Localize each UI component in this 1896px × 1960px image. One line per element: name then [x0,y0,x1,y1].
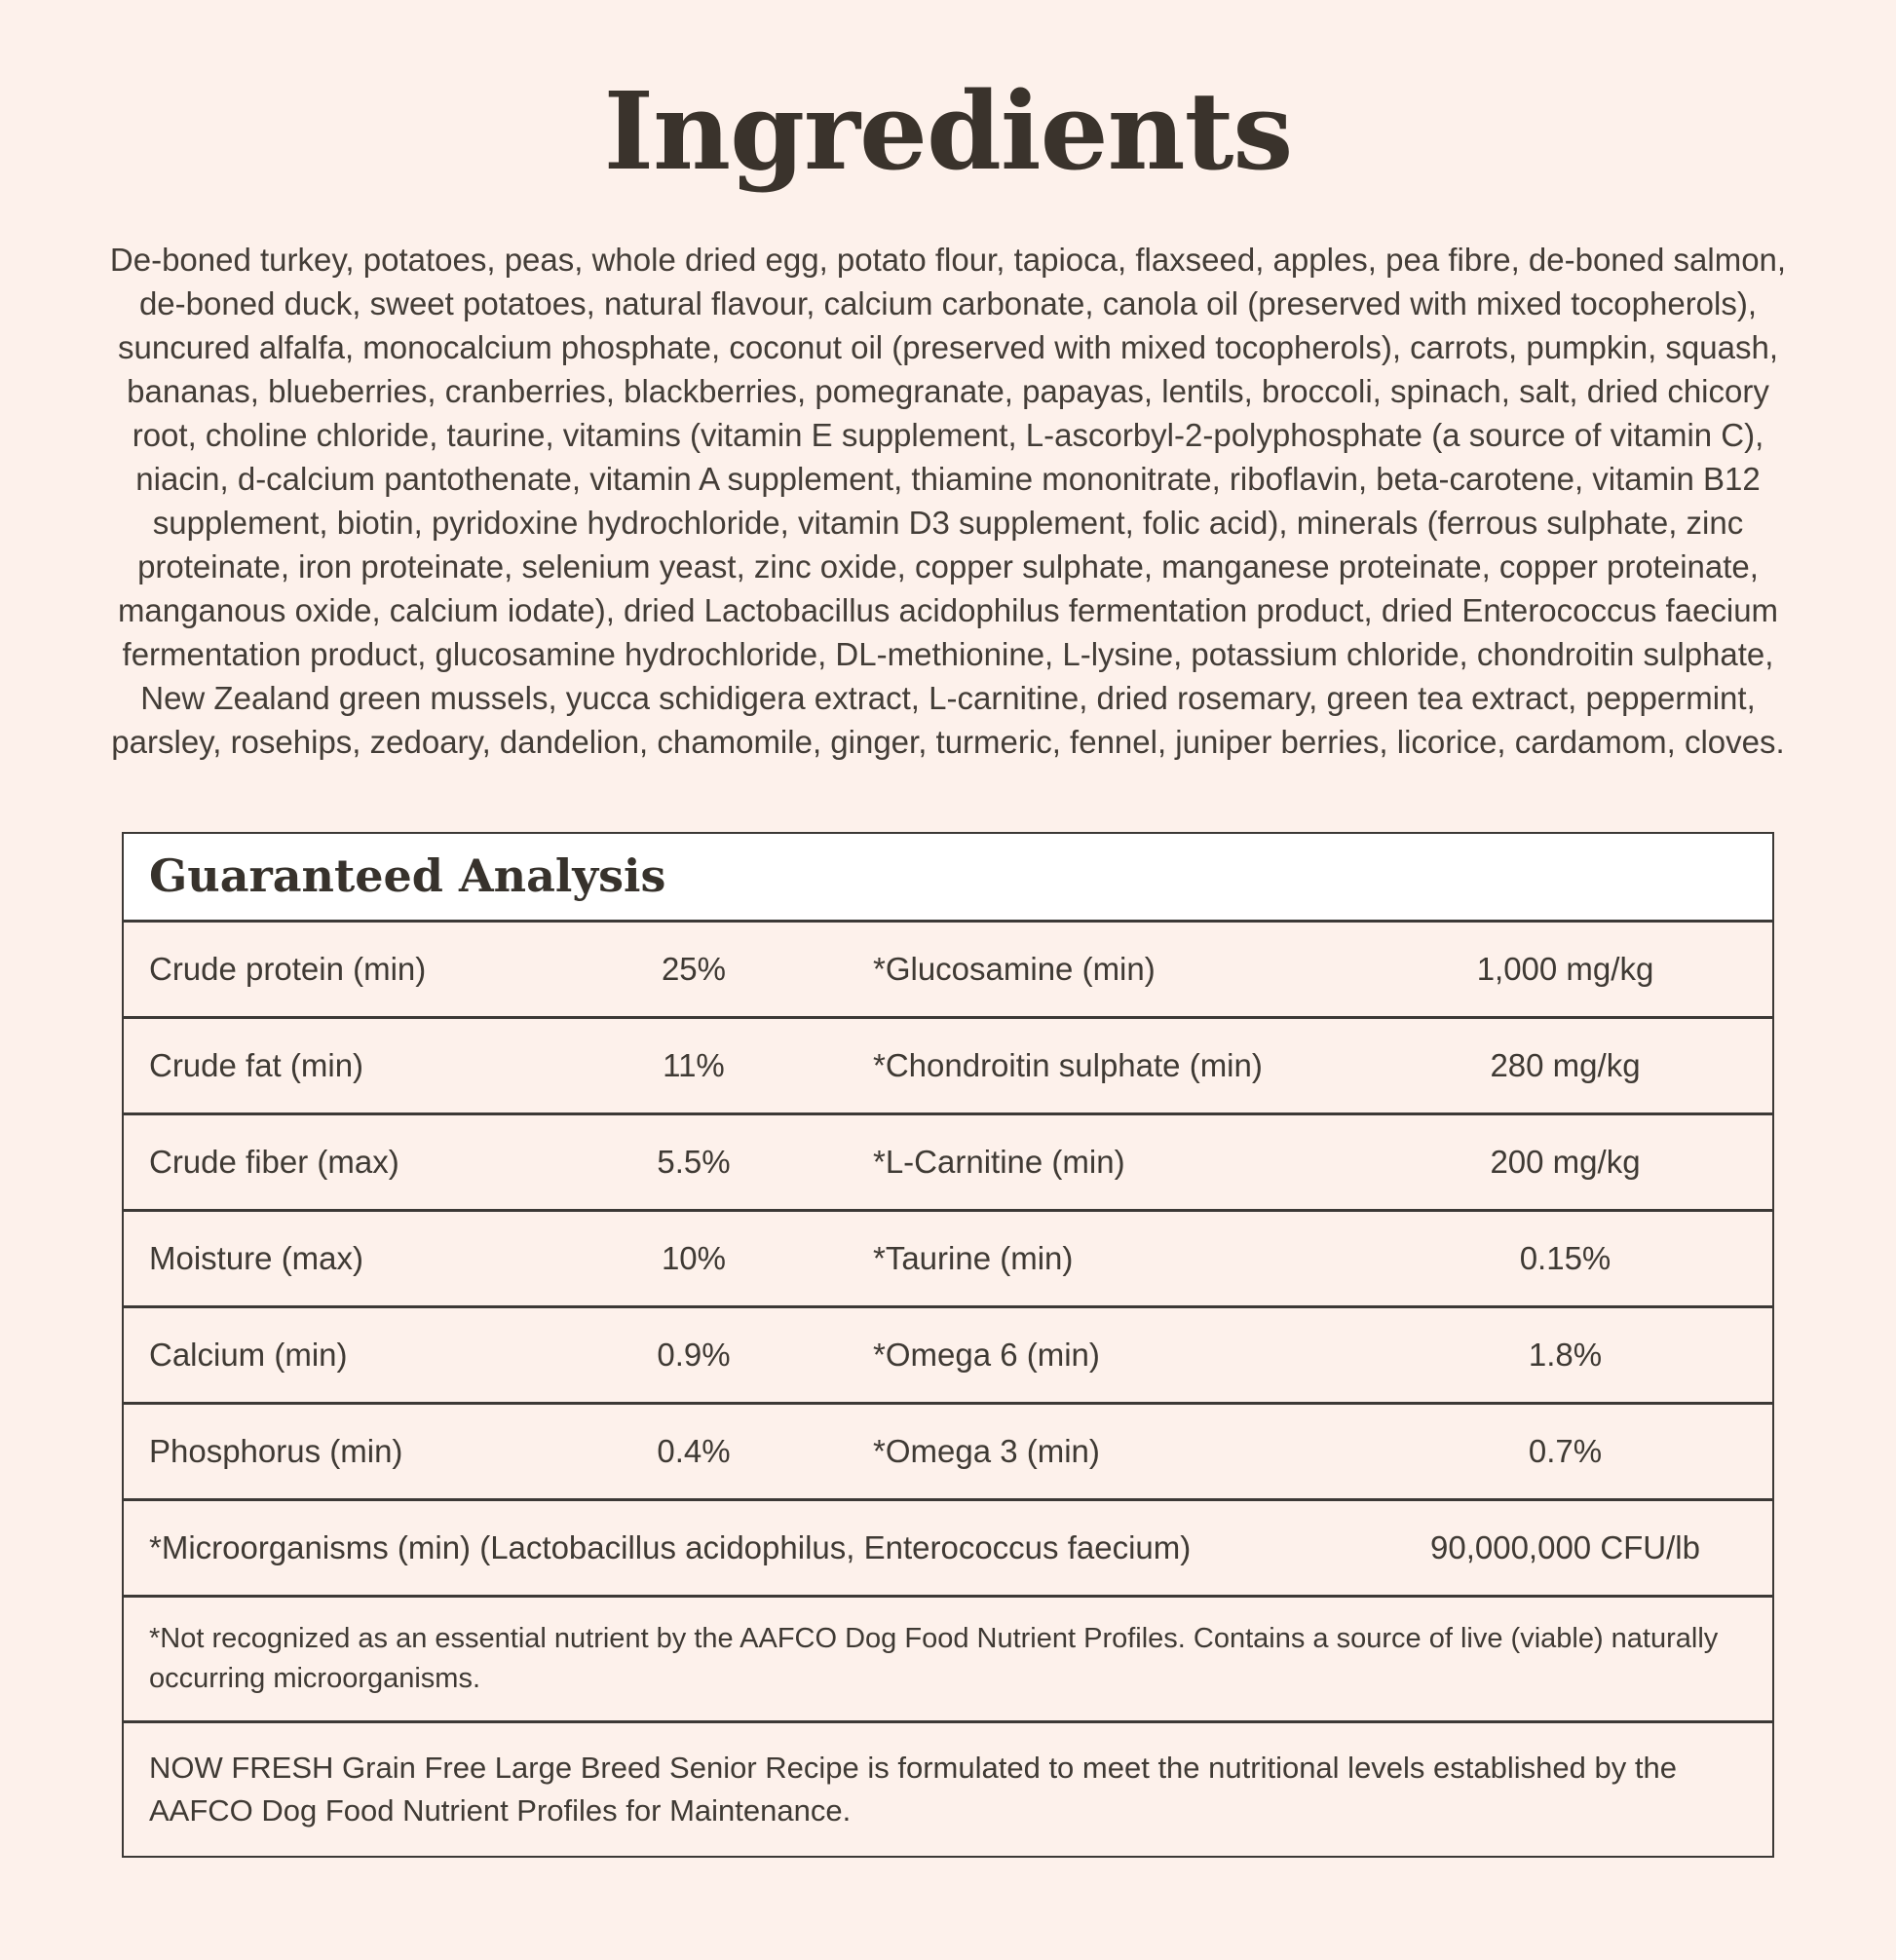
nutrient-value: 11% [600,1017,787,1113]
nutrient-label: *Microorganisms (min) (Lactobacillus acidophilus, Enterococcus faecium) [123,1499,1358,1596]
nutrient-value: 10% [600,1210,787,1306]
nutrient-label: *Glucosamine (min) [787,921,1358,1017]
table-row [123,1210,1773,1306]
nutrient-value: 0.9% [600,1306,787,1403]
nutrient-label: *L-Carnitine (min) [787,1113,1358,1210]
nutrient-value: 200 mg/kg [1358,1113,1773,1210]
footnote-row [123,1596,1773,1721]
aafco-statement-text: NOW FRESH Grain Free Large Breed Senior Recipe is formulated to meet the nutritional levels established by the AAFCO Dog Food Nutrient Profiles for Maintenance. [123,1721,1773,1857]
nutrient-label: Moisture (max) [123,1210,600,1306]
nutrient-label: Crude fiber (max) [123,1113,600,1210]
footnote-text: *Not recognized as an essential nutrient by the AAFCO Dog Food Nutrient Profiles. Contains a source of live (viable) naturally occurring microorganisms. [123,1596,1773,1721]
nutrient-value: 0.4% [600,1403,787,1499]
guaranteed-analysis-table [122,832,1774,1858]
table-row [123,1403,1773,1499]
nutrient-label: *Taurine (min) [787,1210,1358,1306]
nutrient-value: 280 mg/kg [1358,1017,1773,1113]
nutrient-value: 0.7% [1358,1403,1773,1499]
table-row [123,1306,1773,1403]
nutrient-label: Crude fat (min) [123,1017,600,1113]
aafco-statement-row [123,1721,1773,1857]
nutrient-label: *Omega 3 (min) [787,1403,1358,1499]
table-row [123,921,1773,1017]
table-header-row [123,833,1773,922]
table-row [123,1113,1773,1210]
nutrient-value: 0.15% [1358,1210,1773,1306]
nutrient-value: 90,000,000 CFU/lb [1358,1499,1773,1596]
nutrient-label: Phosphorus (min) [123,1403,600,1499]
table-row-microorganisms [123,1499,1773,1596]
analysis-heading: Guaranteed Analysis [123,833,1773,922]
nutrient-value: 25% [600,921,787,1017]
nutrient-label: *Omega 6 (min) [787,1306,1358,1403]
nutrient-value: 1.8% [1358,1306,1773,1403]
page-title: Ingredients [603,68,1293,194]
nutrient-label: Calcium (min) [123,1306,600,1403]
nutrient-label: Crude protein (min) [123,921,600,1017]
nutrient-label: *Chondroitin sulphate (min) [787,1017,1358,1113]
nutrient-value: 1,000 mg/kg [1358,921,1773,1017]
nutrient-value: 5.5% [600,1113,787,1210]
table-row [123,1017,1773,1113]
ingredients-paragraph: De-boned turkey, potatoes, peas, whole dried egg, potato flour, tapioca, flaxseed, apples, pea fibre, de-boned salmon, de-boned duck, sweet potatoes, natural flavour, calcium carbonate, canola oil (preserved with mixed tocopherols), suncured alfalfa, monocalcium phosphate, coconut oil (preserved with mixed tocopherols), carrots, pumpkin, squash, bananas, blueberries, cranberries, blackberries, pomegranate, papayas, lentils, broccoli, spinach, salt, dried chicory root, choline chloride, taurine, vitamins (vitamin E supplement, L-ascorbyl-2-polyphosphate (a source of vitamin C), niacin, d-calcium pantothenate, vitamin A supplement, thiamine mononitrate, riboflavin, beta-carotene, vitamin B12 supplement, biotin, pyridoxine hydrochloride, vitamin D3 supplement, folic acid), minerals (ferrous sulphate, zinc proteinate, iron proteinate, selenium yeast, zinc oxide, copper sulphate, manganese proteinate, copper proteinate, manganous oxide, calcium iodate), dried Lactobacillus acidophilus fermentation product, dried Enterococcus faecium fermentation product, glucosamine hydrochloride, DL-methionine, L-lysine, potassium chloride, chondroitin sulphate, New Zealand green mussels, yucca schidigera extract, L-carnitine, dried rosemary, green tea extract, peppermint, parsley, rosehips, zedoary, dandelion, chamomile, ginger, turmeric, fennel, juniper berries, licorice, cardamom, cloves. [109,241,1787,760]
